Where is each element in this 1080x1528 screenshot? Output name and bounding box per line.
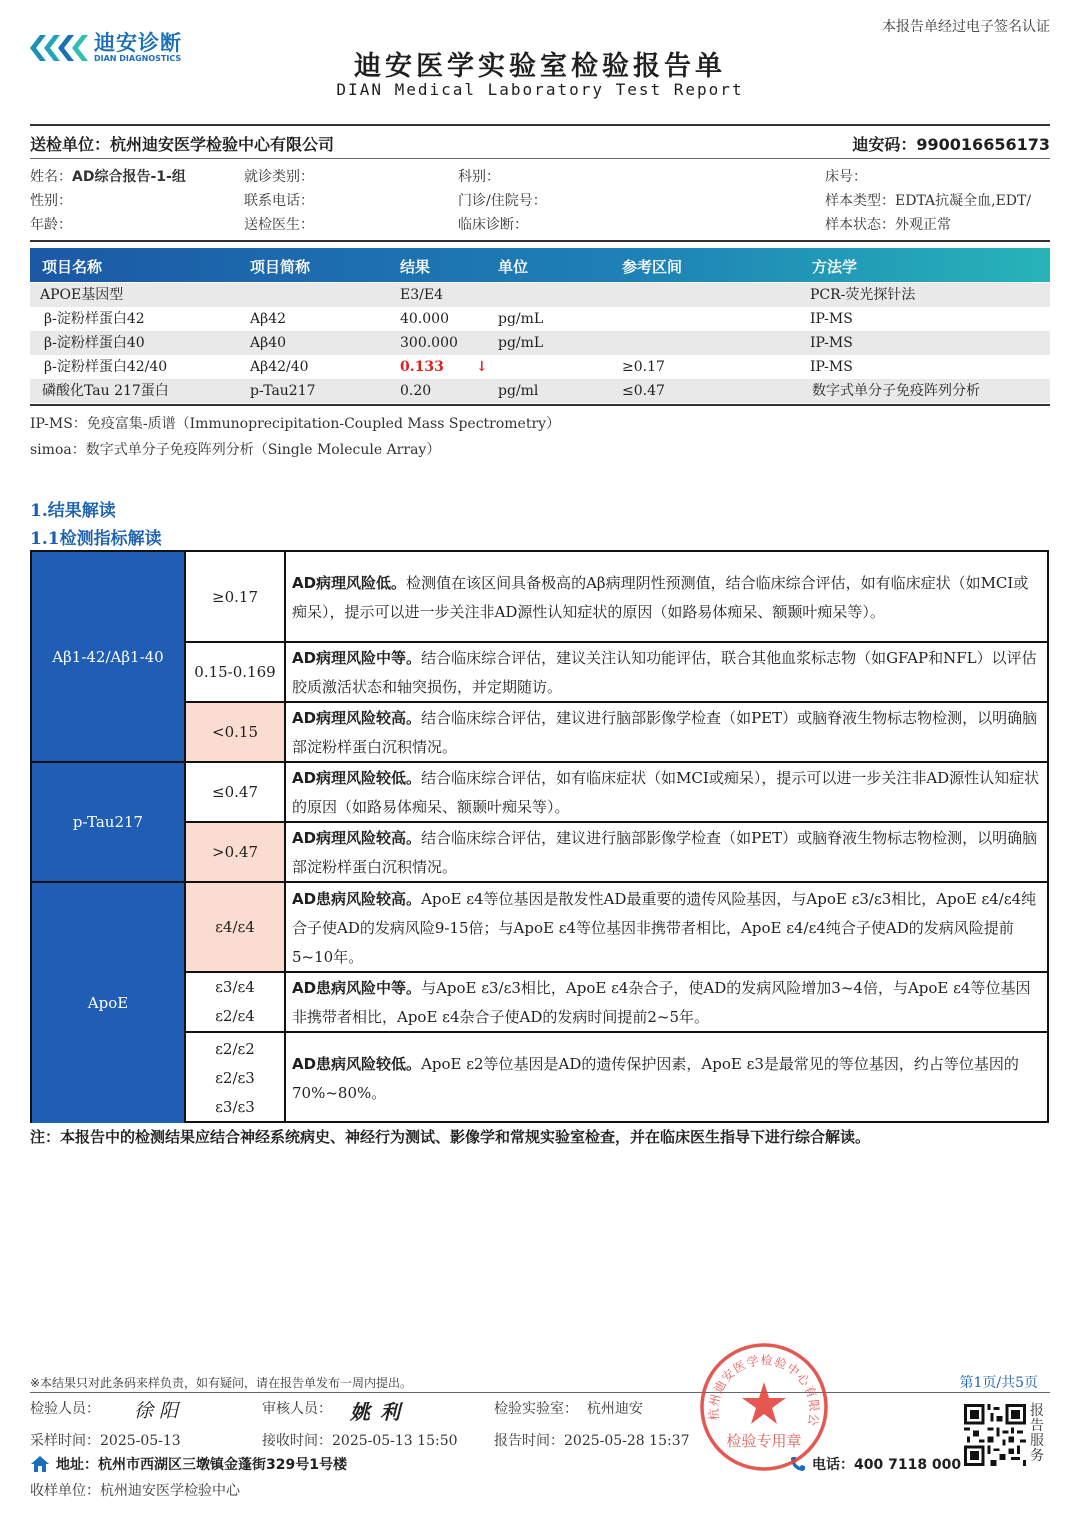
sender-divider xyxy=(30,158,1050,159)
desc-cell xyxy=(286,763,1047,823)
contact-phone: 联系电话： xyxy=(244,193,314,209)
department: 科别： xyxy=(458,169,500,185)
desc-cell xyxy=(286,703,1047,763)
subsection-heading: 1.1检测指标解读 xyxy=(30,529,162,549)
visit-type: 就诊类别： xyxy=(244,169,314,185)
range-value: ε3/ε3 xyxy=(215,1097,255,1116)
sample-time: 采样时间：2025-05-13 xyxy=(30,1433,181,1449)
range-value: ε4/ε4 xyxy=(215,918,255,936)
low-flag-arrow-icon: ↓ xyxy=(476,359,488,375)
desc-title: AD患病风险中等。 xyxy=(292,979,422,997)
row-unit: pg/mL xyxy=(498,311,544,327)
lab-name: 检验实验室： 杭州迪安 xyxy=(494,1401,643,1417)
address-line xyxy=(30,1454,347,1474)
range-cell xyxy=(186,703,286,763)
desc-title: AD病理风险较高。 xyxy=(292,709,422,727)
row-result: 300.000 xyxy=(400,335,458,351)
row-abbr: Aβ42 xyxy=(250,311,287,327)
range-cell xyxy=(186,883,286,973)
row-method: PCR-荧光探针法 xyxy=(810,287,916,303)
range-cell xyxy=(186,643,286,703)
row-result: 0.20 xyxy=(400,383,432,399)
patient-name-label: 姓名： xyxy=(30,169,72,185)
patient-name-field xyxy=(30,166,186,186)
section-heading: 1.结果解读 xyxy=(30,501,116,521)
sample-type: 样本类型：EDTA抗凝全血,EDT/ xyxy=(825,193,1032,209)
group-apoe: ApoE xyxy=(32,883,186,1123)
dian-code: 迪安码：990016656173 xyxy=(852,135,1050,154)
receiving-unit: 收样单位：杭州迪安医学检验中心 xyxy=(30,1483,240,1499)
referring-doctor: 送检医生： xyxy=(244,217,314,233)
home-icon xyxy=(30,1455,50,1473)
desc-text: 结合临床综合评估，建议进行脑部影像学检查（如PET）或脑脊液生物标志物检测，以明确脑部淀粉样蛋白沉积情况。 xyxy=(292,829,1038,876)
outpatient-number: 门诊/住院号： xyxy=(458,193,547,209)
range-value: 0.15-0.169 xyxy=(194,663,276,681)
desc-title: AD病理风险较低。 xyxy=(292,769,422,787)
patient-name-value: AD综合报告-1-组 xyxy=(72,169,186,185)
reviewer-signature: 姚利 xyxy=(350,1400,410,1424)
range-cell xyxy=(186,763,286,823)
row-result: E3/E4 xyxy=(400,287,443,303)
results-divider xyxy=(30,404,1050,406)
gender: 性别： xyxy=(30,193,72,209)
group-ptau217: p-Tau217 xyxy=(32,763,186,883)
info-divider xyxy=(30,240,1050,242)
sender-unit: 送检单位：杭州迪安医学检验中心有限公司 xyxy=(30,135,335,154)
ipms-note: IP-MS：免疫富集-质谱（Immunoprecipitation-Coupled Mass Spectrometry） xyxy=(30,416,561,432)
col-header-unit: 单位 xyxy=(498,258,529,276)
sample-state: 样本状态：外观正常 xyxy=(825,217,951,233)
col-header-result: 结果 xyxy=(400,258,431,276)
desc-text: 结合临床综合评估，建议进行脑部影像学检查（如PET）或脑脊液生物标志物检测，以明确脑部淀粉样蛋白沉积情况。 xyxy=(292,709,1038,756)
row-name: APOE基因型 xyxy=(40,287,124,303)
desc-text: 结合临床综合评估，如有临床症状（如MCI或痴呆），提示可以进一步关注非AD源性认知症状的原因（如路易体痴呆、额颞叶痴呆等）。 xyxy=(292,769,1040,816)
row-ref: ≤0.47 xyxy=(622,383,665,399)
seal-icon xyxy=(697,1340,831,1474)
col-header-method: 方法学 xyxy=(812,258,858,276)
row-name: β-淀粉样蛋白40 xyxy=(44,335,145,351)
page-number: 第1页/共5页 xyxy=(959,1375,1038,1391)
range-value: >0.47 xyxy=(212,843,258,861)
desc-cell xyxy=(286,973,1047,1033)
table-row xyxy=(30,355,1050,379)
row-result: 40.000 xyxy=(400,311,449,327)
results-table-header xyxy=(30,248,1050,282)
age: 年龄： xyxy=(30,217,72,233)
row-ref: ≥0.17 xyxy=(622,359,665,375)
desc-title: AD病理风险中等。 xyxy=(292,649,422,667)
reviewer-label: 审核人员： xyxy=(262,1401,332,1417)
seal-arc-text: 杭州迪安医学检验中心有限公 xyxy=(706,1353,822,1428)
seal-bottom-text: 检验专用章 xyxy=(726,1432,802,1450)
simoa-note: simoa：数字式单分子免疫阵列分析（Single Molecule Array） xyxy=(30,442,441,458)
row-method: IP-MS xyxy=(810,359,853,375)
row-name: 磷酸化Tau 217蛋白 xyxy=(42,383,169,399)
range-value: <0.15 xyxy=(212,723,258,741)
range-cell xyxy=(186,823,286,883)
range-cell xyxy=(186,973,286,1033)
desc-title: AD患病风险较高。 xyxy=(292,889,422,908)
desc-cell xyxy=(286,883,1047,973)
range-value: ε2/ε3 xyxy=(215,1068,255,1087)
range-value: ≥0.17 xyxy=(212,587,258,606)
range-cell xyxy=(186,1033,286,1123)
tester-label: 检验人员： xyxy=(30,1401,100,1417)
row-abbr: Aβ42/40 xyxy=(250,359,309,375)
range-value: ≤0.47 xyxy=(212,783,258,801)
row-method: IP-MS xyxy=(810,311,853,327)
row-unit: pg/ml xyxy=(498,383,539,399)
header-divider xyxy=(30,124,1050,126)
col-header-abbr: 项目简称 xyxy=(250,258,311,276)
qr-label: 报告服务 xyxy=(1030,1403,1044,1464)
range-value: ε3/ε4 xyxy=(215,978,255,996)
receive-time: 接收时间：2025-05-13 15:50 xyxy=(262,1433,458,1449)
col-header-name: 项目名称 xyxy=(42,258,103,276)
range-value: ε2/ε4 xyxy=(215,1007,255,1025)
table-row xyxy=(30,379,1050,403)
range-value: ε2/ε2 xyxy=(215,1039,255,1058)
range-cell xyxy=(186,552,286,643)
report-service-qr-code[interactable] xyxy=(964,1404,1026,1466)
disclaimer: ※本结果只对此条码来样负责，如有疑问，请在报告单发布一周内提出。 xyxy=(30,1376,413,1390)
bed-number: 床号： xyxy=(825,169,867,185)
table-row xyxy=(30,307,1050,331)
report-title-en: DIAN Medical Laboratory Test Report xyxy=(336,80,744,99)
desc-title: AD病理风险较高。 xyxy=(292,829,422,847)
report-footnote: 注：本报告中的检测结果应结合神经系统病史、神经行为测试、影像学和常规实验室检查，并在临床医生指导下进行综合解读。 xyxy=(30,1128,871,1146)
e-signature-note: 本报告单经过电子签名认证 xyxy=(882,19,1050,35)
report-time: 报告时间：2025-05-28 15:37 xyxy=(494,1433,690,1449)
desc-cell xyxy=(286,1033,1047,1123)
desc-text: 结合临床综合评估，建议关注认知功能评估，联合其他血浆标志物（如GFAP和NFL）以评估胶质激活状态和轴突损伤，并定期随访。 xyxy=(292,649,1037,696)
logo-en: DIAN DIAGNOSTICS xyxy=(94,54,182,63)
desc-cell xyxy=(286,643,1047,703)
desc-text: ApoE ε2等位基因是AD的遗传保护因素，ApoE ε3是最常见的等位基因，约占等位基因的70%~80%。 xyxy=(292,1055,1019,1102)
row-result-abnormal: 0.133 xyxy=(400,359,444,375)
qr-code-icon xyxy=(964,1404,1026,1466)
clinical-diagnosis: 临床诊断： xyxy=(458,217,528,233)
group-abeta-ratio: Aβ1-42/Aβ1-40 xyxy=(32,552,186,763)
table-row xyxy=(30,283,1050,307)
table-row xyxy=(30,331,1050,355)
row-method: 数字式单分子免疫阵列分析 xyxy=(812,383,980,399)
interpretation-table xyxy=(30,550,1049,1123)
phone-number: 电话：400 7118 000 xyxy=(812,1457,962,1473)
desc-cell xyxy=(286,823,1047,883)
desc-text: 检测值在该区间具备极高的Aβ病理阴性预测值，结合临床综合评估，如有临床症状（如MCI或痴呆），提示可以进一步关注非AD源性认知症状的原因（如路易体痴呆、额颞叶痴呆等）。 xyxy=(292,573,1029,621)
row-unit: pg/mL xyxy=(498,335,544,351)
footer-divider xyxy=(30,1392,1050,1393)
row-name: β-淀粉样蛋白42 xyxy=(44,311,145,327)
desc-text: 与ApoE ε3/ε3相比，ApoE ε4杂合子，使AD的发病风险增加3~4倍，与ApoE ε4等位基因非携带者相比，ApoE ε4杂合子使AD的发病时间提前2~5年。 xyxy=(292,979,1031,1026)
row-name: β-淀粉样蛋白42/40 xyxy=(44,359,168,375)
desc-cell xyxy=(286,552,1047,643)
row-method: IP-MS xyxy=(810,335,853,351)
desc-text: ApoE ε4等位基因是散发性AD最重要的遗传风险基因，与ApoE ε3/ε3相比，ApoE ε4/ε4纯合子使AD的发病风险9-15倍；与ApoE ε4等位基因非携带者相比，ApoE ε4/ε4纯合子使AD的发病风险提前5~10年。 xyxy=(292,889,1037,966)
col-header-ref: 参考区间 xyxy=(622,258,683,276)
desc-title: AD病理风险低。 xyxy=(292,573,407,592)
official-seal xyxy=(697,1340,831,1474)
report-title: 迪安医学实验室检验报告单 xyxy=(354,51,726,82)
address: 地址：杭州市西湖区三墩镇金蓬街329号1号楼 xyxy=(56,1457,347,1473)
desc-title: AD患病风险较低。 xyxy=(292,1055,422,1073)
row-abbr: Aβ40 xyxy=(250,335,287,351)
tester-signature: 徐阳 xyxy=(134,1400,185,1422)
row-abbr: p-Tau217 xyxy=(250,383,316,399)
logo-cn: 迪安诊断 xyxy=(94,31,182,55)
